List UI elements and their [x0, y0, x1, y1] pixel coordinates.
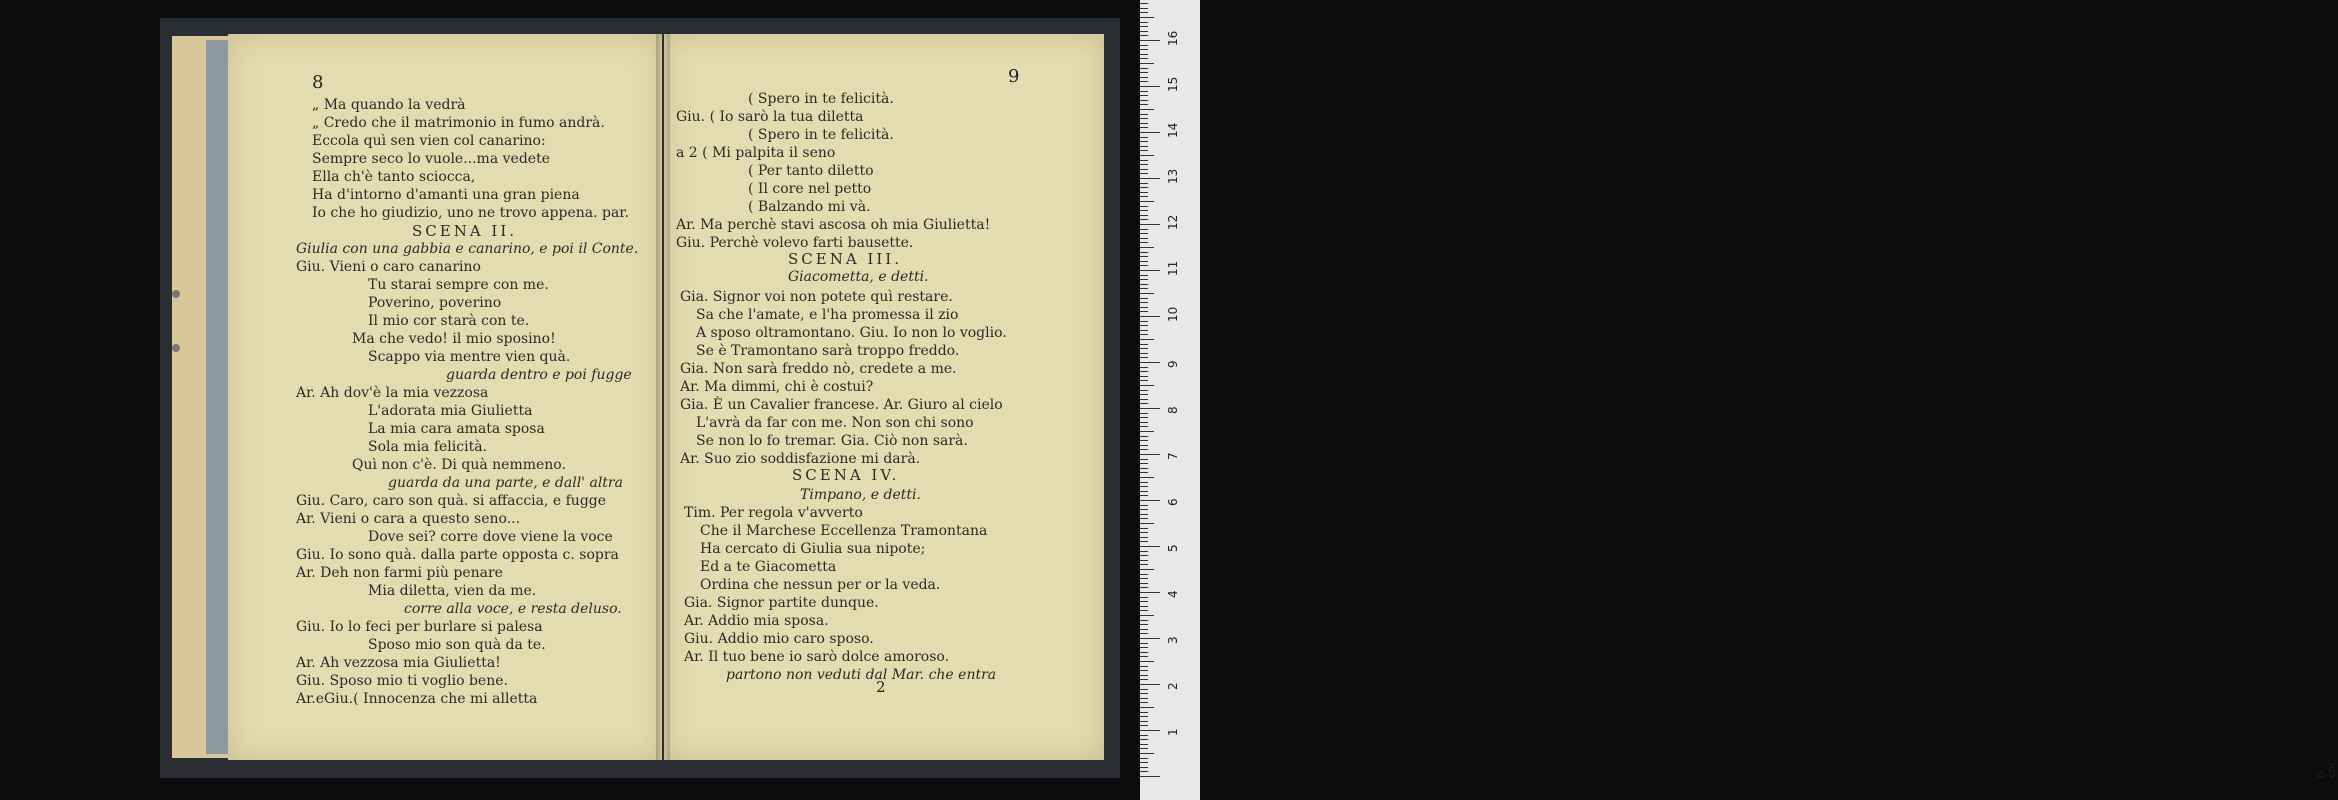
right-page-number: 9: [1008, 66, 1020, 87]
ruler-tick: [1140, 169, 1148, 170]
text-line: Ordina che nessun per or la veda.: [700, 577, 941, 593]
text-line: Giu. Vieni o caro canarino: [296, 259, 481, 275]
ruler-tick: [1140, 150, 1148, 151]
ruler-tick: [1140, 334, 1148, 335]
ruler-tick: [1140, 638, 1160, 639]
stage-direction: guarda da una parte, e dall' altra: [388, 475, 623, 491]
text-line: Dove sei? corre dove viene la voce: [368, 529, 613, 545]
ruler-tick: [1140, 26, 1148, 27]
text-line: ( Spero in te felicità.: [748, 127, 894, 143]
ruler-tick: [1140, 771, 1148, 772]
ruler-tick: [1140, 592, 1160, 593]
ruler-tick: [1140, 725, 1148, 726]
ruler-tick: [1140, 3, 1148, 4]
ruler-number: 12: [1166, 214, 1180, 230]
ruler-tick: [1140, 164, 1148, 165]
ruler-tick: [1140, 472, 1148, 473]
ruler-tick: [1140, 311, 1148, 312]
ruler-tick: [1140, 173, 1148, 174]
ruler-tick: [1140, 698, 1148, 699]
ruler-tick: [1140, 45, 1148, 46]
ruler-tick: [1140, 495, 1148, 496]
ruler-tick: [1140, 532, 1148, 533]
text-line: Ar. Vieni o cara a questo seno...: [296, 511, 521, 527]
ruler-number: 7: [1166, 452, 1180, 460]
text-line: Gia. Non sarà freddo nò, credete a me.: [680, 361, 957, 377]
ruler-tick: [1140, 330, 1148, 331]
ruler-number: 15: [1166, 76, 1180, 92]
ruler-tick: [1140, 183, 1148, 184]
text-line: Sola mia felicità.: [368, 439, 488, 455]
text-line: Giu. ( Io sarò la tua diletta: [676, 109, 864, 125]
ruler-tick: [1140, 629, 1148, 630]
text-line: „ Ma quando la vedrà: [312, 97, 466, 113]
ruler-tick: [1140, 477, 1154, 478]
ruler-tick: [1140, 744, 1148, 745]
ruler-tick: [1140, 560, 1148, 561]
stage-direction: corre alla voce, e resta deluso.: [404, 601, 622, 617]
text-line: Ha d'intorno d'amanti una gran piena: [312, 187, 580, 203]
ruler-tick: [1140, 371, 1148, 372]
text-line: L'adorata mia Giulietta: [368, 403, 533, 419]
text-line: Che il Marchese Eccellenza Tramontana: [700, 523, 988, 539]
text-line: Giu. Io sono quà. dalla parte opposta c. sopra: [296, 547, 619, 563]
ruler-tick: [1140, 187, 1148, 188]
ruler-tick: [1140, 712, 1148, 713]
ruler-tick: [1140, 229, 1148, 230]
ruler-number: 6: [1166, 498, 1180, 506]
ruler-tick: [1140, 284, 1148, 285]
ruler-number: 10: [1166, 306, 1180, 322]
ruler-tick: [1140, 321, 1148, 322]
ruler-number: 2: [1166, 682, 1180, 690]
stage-direction: Giulia con una gabbia e canarino, e poi il Conte.: [296, 241, 639, 257]
ruler-tick: [1140, 206, 1148, 207]
ruler-tick: [1140, 528, 1148, 529]
ruler-tick: [1140, 762, 1148, 763]
ruler-number: 5: [1166, 544, 1180, 552]
text-line: Se non lo fo tremar. Gia. Ciò non sarà.: [696, 433, 968, 449]
ruler-tick: [1140, 288, 1148, 289]
scene-heading: SCENA III.: [788, 250, 902, 268]
ruler-tick: [1140, 652, 1148, 653]
ruler-tick: [1140, 449, 1148, 450]
scene-heading: SCENA II.: [412, 222, 518, 240]
ruler-tick: [1140, 146, 1148, 147]
ruler-tick: [1140, 748, 1148, 749]
ruler-tick: [1140, 767, 1148, 768]
ruler-tick: [1140, 348, 1148, 349]
ruler-tick: [1140, 376, 1148, 377]
text-line: Gia. È un Cavalier francese. Ar. Giuro al cielo: [680, 397, 1003, 413]
stage-direction: partono non veduti dal Mar. che entra: [726, 667, 997, 683]
text-line: Giu. Sposo mio ti voglio bene.: [296, 673, 508, 689]
ruler-tick: [1140, 454, 1160, 455]
ruler-tick: [1140, 201, 1154, 202]
ruler-tick: [1140, 219, 1148, 220]
ruler-tick: [1140, 486, 1148, 487]
signature-mark: 2: [876, 678, 886, 696]
text-line: Ma che vedo! il mio sposino!: [352, 331, 556, 347]
ruler-tick: [1140, 298, 1148, 299]
text-line: Gia. Signor partite dunque.: [684, 595, 879, 611]
ruler-tick: [1140, 155, 1154, 156]
ruler-tick: [1140, 518, 1148, 519]
book-gutter: [656, 34, 670, 760]
text-line: Eccola quì sen vien col canarino:: [312, 133, 546, 149]
ruler-tick: [1140, 643, 1148, 644]
ruler-tick: [1140, 339, 1154, 340]
ruler-tick: [1140, 620, 1148, 621]
ruler-tick: [1140, 721, 1148, 722]
ruler-tick: [1140, 233, 1148, 234]
ruler-tick: [1140, 22, 1148, 23]
text-line: Tim. Per regola v'avverto: [684, 505, 863, 521]
ruler-tick: [1140, 302, 1148, 303]
text-line: Ar. Il tuo bene io sarò dolce amoroso.: [684, 649, 950, 665]
ruler-tick: [1140, 192, 1148, 193]
ruler-tick: [1140, 390, 1148, 391]
ruler-tick: [1140, 735, 1148, 736]
text-line: Tu starai sempre con me.: [368, 277, 549, 293]
ruler-tick: [1140, 8, 1148, 9]
ruler-tick: [1140, 693, 1148, 694]
ruler-tick: [1140, 689, 1148, 690]
text-line: Io che ho giudizio, uno ne trovo appena. par.: [312, 205, 629, 221]
ruler-tick: [1140, 137, 1148, 138]
ruler-tick: [1140, 238, 1148, 239]
text-line: a 2 ( Mi palpita il seno: [676, 145, 836, 161]
ruler-tick: [1140, 459, 1148, 460]
text-line: L'avrà da far con me. Non son chi sono: [696, 415, 974, 431]
ruler-tick: [1140, 564, 1148, 565]
ruler-tick: [1140, 468, 1148, 469]
text-line: Poverino, poverino: [368, 295, 502, 311]
text-line: Se è Tramontano sarà troppo freddo.: [696, 343, 960, 359]
text-line: Ar. Ah vezzosa mia Giulietta!: [296, 655, 501, 671]
stage-direction: Timpano, e detti.: [800, 487, 921, 503]
text-line: Ar. Suo zio soddisfazione mi darà.: [680, 451, 921, 467]
text-line: Ar. Ah dov'è la mia vezzosa: [296, 385, 489, 401]
text-line: Il mio cor starà con te.: [368, 313, 530, 329]
ruler-tick: [1140, 362, 1160, 363]
ruler-tick: [1140, 77, 1148, 78]
ruler-tick: [1140, 91, 1148, 92]
ruler-tick: [1140, 224, 1160, 225]
ruler-tick: [1140, 666, 1148, 667]
ruler-tick: [1140, 54, 1148, 55]
ruler-tick: [1140, 730, 1160, 731]
ruler-number: 8: [1166, 406, 1180, 414]
ruler-tick: [1140, 316, 1160, 317]
ruler-tick: [1140, 279, 1148, 280]
ruler-tick: [1140, 578, 1148, 579]
ruler-tick: [1140, 702, 1148, 703]
binding-hole: [172, 344, 180, 352]
text-line: Ella ch'è tanto sciocca,: [312, 169, 476, 185]
ruler-tick: [1140, 325, 1148, 326]
ruler-tick: [1140, 367, 1148, 368]
ruler-tick: [1140, 114, 1148, 115]
ruler-tick: [1140, 178, 1160, 179]
ruler-tick: [1140, 776, 1160, 777]
text-line: Ar. Addio mia sposa.: [684, 613, 829, 629]
ruler-number: 13: [1166, 168, 1180, 184]
ruler-tick: [1140, 491, 1148, 492]
ruler-tick: [1140, 100, 1148, 101]
ruler-tick: [1140, 399, 1148, 400]
text-line: Quì non c'è. Di quà nemmeno.: [352, 457, 566, 473]
text-line: Ar.eGiu.( Innocenza che mi alletta: [296, 691, 538, 707]
ruler-tick: [1140, 49, 1148, 50]
ruler-tick: [1140, 242, 1148, 243]
ruler-tick: [1140, 95, 1148, 96]
ruler-tick: [1140, 196, 1148, 197]
ruler-tick: [1140, 417, 1148, 418]
ruler-tick: [1140, 132, 1160, 133]
text-line: Ar. Deh non farmi più penare: [296, 565, 503, 581]
scale-ruler: [1140, 0, 2338, 800]
ruler-tick: [1140, 35, 1148, 36]
text-line: Giu. Caro, caro son quà. si affaccia, e fugge: [296, 493, 607, 509]
ruler-tick: [1140, 587, 1148, 588]
ruler-tick: [1140, 160, 1148, 161]
ruler-tick: [1140, 422, 1148, 423]
ruler-tick: [1140, 436, 1148, 437]
ruler-number: 16: [1166, 30, 1180, 46]
ruler-tick: [1140, 357, 1148, 358]
text-line: ( Il core nel petto: [748, 181, 872, 197]
ruler-tick: [1140, 31, 1148, 32]
ruler-tick: [1140, 385, 1154, 386]
ruler-tick: [1140, 344, 1148, 345]
ruler-tick: [1140, 109, 1154, 110]
ruler-tick: [1140, 597, 1148, 598]
ruler-number: 3: [1166, 636, 1180, 644]
ruler-tick: [1140, 68, 1148, 69]
ruler-tick: [1140, 500, 1160, 501]
ruler-tick: [1140, 716, 1148, 717]
ruler-tick: [1140, 431, 1154, 432]
text-line: Sposo mio son quà da te.: [368, 637, 546, 653]
book-cover-edge: [206, 40, 228, 754]
ruler-tick: [1140, 555, 1148, 556]
ruler-tick: [1140, 758, 1148, 759]
ruler-tick: [1140, 380, 1148, 381]
ruler-tick: [1140, 58, 1148, 59]
scene-heading: SCENA IV.: [792, 466, 900, 484]
ruler-tick: [1140, 615, 1154, 616]
ruler-tick: [1140, 270, 1160, 271]
ruler-number: 9: [1166, 360, 1180, 368]
ruler-tick: [1140, 353, 1148, 354]
left-page-number: 8: [312, 72, 324, 93]
binding-hole: [172, 290, 180, 298]
text-line: Mia diletta, vien da me.: [368, 583, 537, 599]
ruler-tick: [1140, 63, 1154, 64]
ruler-tick: [1140, 551, 1148, 552]
ruler-tick: [1140, 546, 1160, 547]
ruler-tick: [1140, 256, 1148, 257]
text-line: Scappo via mentre vien quà.: [368, 349, 571, 365]
ruler-tick: [1140, 670, 1148, 671]
text-line: Sempre seco lo vuole...ma vedete: [312, 151, 550, 167]
ruler-tick: [1140, 684, 1160, 685]
ruler-tick: [1140, 647, 1148, 648]
ruler-tick: [1140, 118, 1148, 119]
text-line: „ Credo che il matrimonio in fumo andrà.: [312, 115, 605, 131]
text-line: Ar. Ma dimmi, chi è costui?: [680, 379, 874, 395]
ruler-tick: [1140, 307, 1148, 308]
text-line: Ed a te Giacometta: [700, 559, 837, 575]
ruler-number: 4: [1166, 590, 1180, 598]
ruler-tick: [1140, 12, 1148, 13]
ruler-tick: [1140, 523, 1154, 524]
ruler-tick: [1140, 601, 1148, 602]
ruler-tick: [1140, 81, 1148, 82]
ruler-tick: [1140, 394, 1148, 395]
ruler-tick: [1140, 123, 1148, 124]
ruler-tick: [1140, 679, 1148, 680]
ruler-tick: [1140, 633, 1148, 634]
stage-direction: Giacometta, e detti.: [788, 269, 929, 285]
ruler-tick: [1140, 141, 1148, 142]
stage-direction: guarda dentro e poi fugge: [446, 367, 632, 383]
text-line: Sa che l'amate, e l'ha promessa il zio: [696, 307, 959, 323]
text-line: ( Per tanto diletto: [748, 163, 874, 179]
text-line: Gia. Signor voi non potete quì restare.: [680, 289, 953, 305]
ruler-tick: [1140, 482, 1148, 483]
ruler-tick: [1140, 247, 1154, 248]
ruler-tick: [1140, 265, 1148, 266]
ruler-tick: [1140, 72, 1148, 73]
ruler-tick: [1140, 675, 1148, 676]
text-line: ( Balzando mi và.: [748, 199, 871, 215]
ruler-tick: [1140, 739, 1148, 740]
ruler-number: 1: [1166, 728, 1180, 736]
ruler-tick: [1140, 661, 1154, 662]
ruler-tick: [1140, 583, 1148, 584]
text-line: Ha cercato di Giulia sua nipote;: [700, 541, 926, 557]
ruler-tick: [1140, 753, 1154, 754]
ruler-tick: [1140, 505, 1148, 506]
ruler-tick: [1140, 624, 1148, 625]
ruler-tick: [1140, 17, 1154, 18]
ruler-tick: [1140, 606, 1148, 607]
ruler-tick: [1140, 707, 1154, 708]
ruler-tick: [1140, 440, 1148, 441]
text-line: Ar. Ma perchè stavi ascosa oh mia Giulietta!: [676, 217, 991, 233]
ruler-tick: [1140, 86, 1160, 87]
ruler-tick: [1140, 574, 1148, 575]
ruler-tick: [1140, 445, 1148, 446]
ruler-tick: [1140, 104, 1148, 105]
ruler-tick: [1140, 656, 1148, 657]
ruler-tick: [1140, 413, 1148, 414]
ruler-tick: [1140, 40, 1160, 41]
ruler-tick: [1140, 537, 1148, 538]
ruler-unit-label: 0 cm: [2316, 762, 2338, 778]
ruler-tick: [1140, 569, 1154, 570]
ruler-tick: [1140, 509, 1148, 510]
ruler-tick: [1140, 127, 1148, 128]
ruler-tick: [1140, 252, 1148, 253]
ruler-tick: [1140, 261, 1148, 262]
ruler-tick: [1140, 514, 1148, 515]
ruler-tick: [1140, 210, 1148, 211]
ruler-number: 11: [1166, 260, 1180, 276]
ruler-tick: [1140, 275, 1148, 276]
text-line: A sposo oltramontano. Giu. Io non lo voglio.: [696, 325, 1007, 341]
ruler-tick: [1140, 403, 1148, 404]
text-line: ( Spero in te felicità.: [748, 91, 894, 107]
ruler-tick: [1140, 463, 1148, 464]
ruler-number: 14: [1166, 122, 1180, 138]
ruler-tick: [1140, 426, 1148, 427]
ruler-tick: [1140, 610, 1148, 611]
ruler-tick: [1140, 541, 1148, 542]
text-line: La mia cara amata sposa: [368, 421, 545, 437]
text-line: Giu. Addio mio caro sposo.: [684, 631, 874, 647]
ruler-tick: [1140, 408, 1160, 409]
text-line: Giu. Io lo feci per burlare si palesa: [296, 619, 543, 635]
ruler-tick: [1140, 215, 1148, 216]
text-line: Giu. Perchè volevo farti bausette.: [676, 235, 914, 251]
ruler-tick: [1140, 293, 1154, 294]
